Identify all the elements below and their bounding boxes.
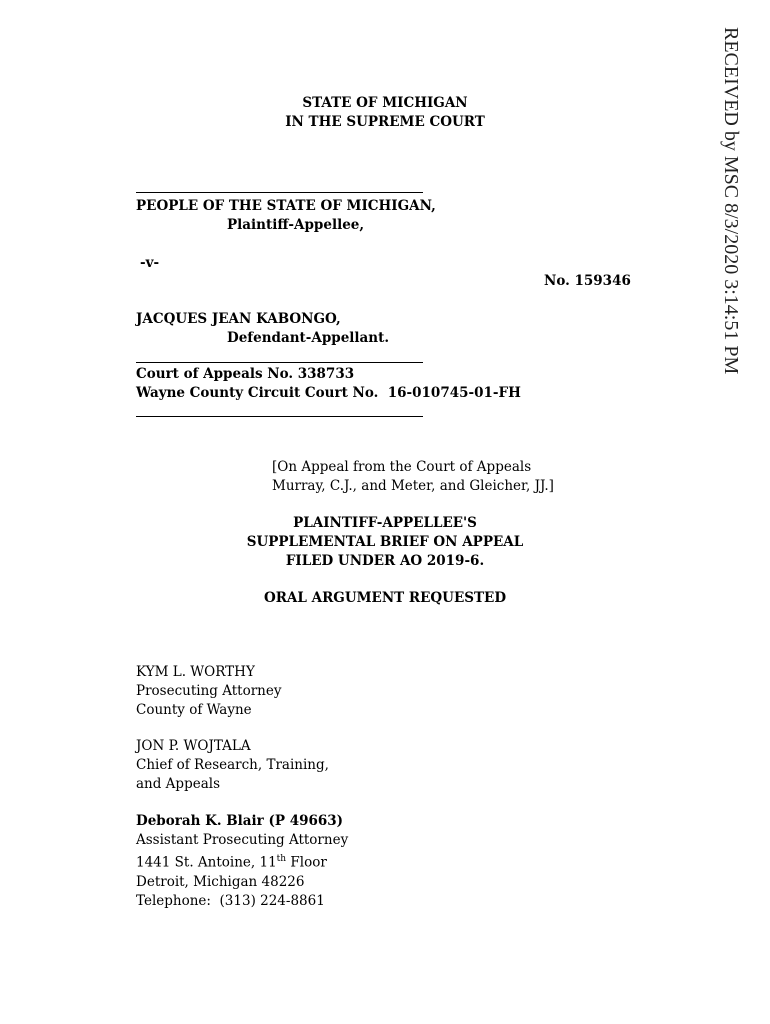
appeal-note	[272, 458, 554, 496]
worthy-block	[136, 663, 281, 720]
office-city: Detroit, Michigan 48226	[136, 873, 305, 890]
brief-title-line-1: PLAINTIFF-APPELLEE'S	[293, 515, 477, 531]
worthy-name: KYM L. WORTHY	[136, 664, 255, 680]
blair-block	[136, 812, 348, 911]
caption-rule-middle	[136, 362, 423, 363]
plaintiff-role: Plaintiff-Appellee,	[227, 217, 365, 233]
office-phone: Telephone: (313) 224-8861	[136, 892, 325, 909]
blair-name: Deborah K. Blair (P 49663)	[136, 813, 344, 829]
case-number: No. 159346	[544, 273, 631, 289]
address-street: 1441 St. Antoine, 11	[136, 854, 277, 871]
wojtala-name: JON P. WOJTALA	[136, 738, 251, 754]
blair-title: Assistant Prosecuting Attorney	[136, 832, 349, 848]
circuit-number: Wayne County Circuit Court No. 16-010745-01-FH	[136, 385, 521, 401]
received-stamp: RECEIVED by MSC 8/3/2020 3:14:51 PM	[720, 27, 742, 375]
court-heading	[230, 94, 540, 132]
court-name: IN THE SUPREME COURT	[285, 114, 485, 130]
brief-title-line-3: FILED UNDER AO 2019-6.	[285, 553, 485, 569]
brief-title-line-2: SUPPLEMENTAL BRIEF ON APPEAL	[246, 534, 524, 550]
appeal-line-1: [On Appeal from the Court of Appeals	[272, 459, 532, 475]
appeal-line-2: Murray, C.J., and Meter, and Gleicher, JJ.]	[272, 478, 554, 494]
worthy-county: County of Wayne	[136, 702, 252, 718]
versus: -v-	[140, 255, 160, 271]
caption-rule-top	[136, 192, 423, 193]
defendant-name: JACQUES JEAN KABONGO,	[136, 311, 341, 327]
worthy-title: Prosecuting Attorney	[136, 683, 282, 699]
wojtala-block	[136, 737, 329, 794]
court-state: STATE OF MICHIGAN	[302, 95, 468, 111]
caption-rule-bottom	[136, 416, 423, 417]
address-ordinal: th	[276, 854, 287, 864]
coa-number: Court of Appeals No. 338733	[136, 366, 355, 382]
oral-argument: ORAL ARGUMENT REQUESTED	[263, 590, 507, 606]
defendant-role: Defendant-Appellant.	[227, 330, 390, 346]
plaintiff-name: PEOPLE OF THE STATE OF MICHIGAN,	[136, 198, 436, 214]
office-address	[136, 850, 348, 873]
brief-title	[200, 514, 570, 571]
address-floor: Floor	[286, 854, 327, 871]
wojtala-title-2: and Appeals	[136, 776, 220, 792]
wojtala-title-1: Chief of Research, Training,	[136, 757, 329, 773]
